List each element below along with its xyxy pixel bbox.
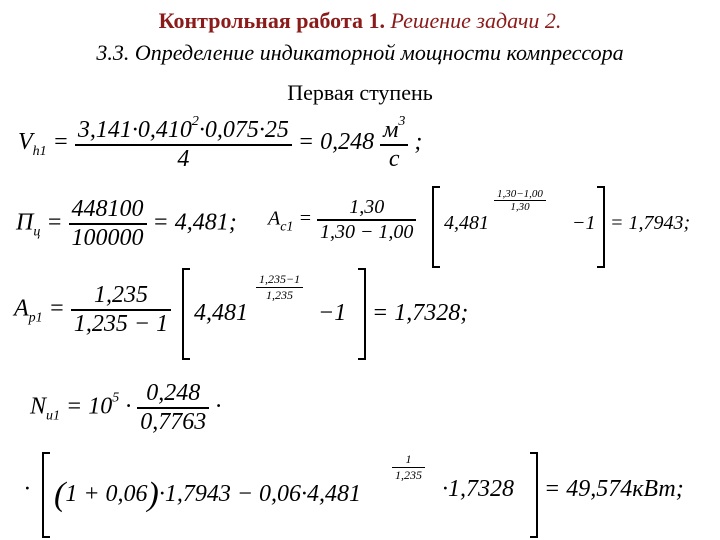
eq4-minus-one: −1 [318,300,347,326]
eq6-inner: 1 + 0,06 [65,481,148,507]
eq1-fraction [75,114,292,173]
eq6-tail: ·1,7328 [442,476,514,502]
eq3-result: = 1,7943; [610,212,691,234]
eq4-equals: = [48,295,65,322]
eq3-lhs: A [268,207,281,230]
eq4-den: 1,235 − 1 [73,311,169,337]
eq4-lhs-sub: p1 [28,310,43,326]
eq4-fraction [71,282,171,338]
eq4-base: 4,481 [194,300,248,326]
eq2-lhs: П [16,209,34,236]
eq4-exp-num: 1,235−1 [256,272,303,288]
eq6-result: = 49,574кВт; [544,476,684,502]
eq1-num-base: 3,141·0,410 [77,117,192,143]
eq5-fraction [137,380,209,436]
eq2-result: = 4,481; [152,209,237,236]
eq6-lead-dot: · [24,476,30,502]
eq4-exponent [256,272,303,303]
title-bold: Контрольная работа 1. [158,8,385,33]
eq3-exponent [494,188,546,213]
equation-ac1 [268,196,416,244]
title-italic: Решение задачи 2. [390,8,562,33]
eq4-bracket-right [358,268,366,360]
eq6-exponent [392,452,425,483]
eq4-bracket-left [182,268,190,360]
eq1-unit-den: с [388,146,400,172]
eq5-lhs: N [30,393,47,420]
eq6-close-paren: ) [147,476,159,513]
eq1-num-rest: ·0,075·25 [198,117,289,143]
equation-vh1 [18,114,422,173]
eq3-base: 4,481 [444,212,489,234]
eq4-exp-den: 1,235 [266,288,294,302]
eq1-unit [380,114,408,173]
eq3-bracket-right [597,186,605,268]
eq5-dot: · [125,393,132,420]
eq6-exp-den: 1,235 [395,468,422,482]
eq3-fraction [317,196,417,244]
eq2-equals: = [46,209,63,236]
eq3-minus-one: −1 [572,212,596,234]
eq2-lhs-sub: ц [33,224,41,240]
eq1-unit-num: м [383,117,399,143]
eq6-open-paren: ( [54,476,66,513]
eq4-num: 1,235 [71,282,171,311]
equation-ap1 [14,282,171,338]
eq3-exp-num: 1,30−1,00 [494,188,546,201]
eq5-den: 0,7763 [140,409,207,435]
eq5-num: 0,248 [137,380,209,409]
eq2-num: 448100 [69,196,147,225]
slide-title [0,8,720,34]
eq2-fraction [69,196,147,252]
eq1-num-exp: 2 [191,114,199,129]
eq1-lhs-sub: h1 [32,144,47,160]
eq6-mid: ·1,7943 − 0,06·4,481 [158,481,362,507]
eq5-exp: 5 [112,390,120,406]
eq1-lhs: V [18,129,33,156]
eq3-exp-den: 1,30 [510,201,530,213]
eq2-den: 100000 [71,225,144,251]
eq3-equals: = [298,207,312,230]
equation-pi [16,196,237,252]
eq1-den: 4 [177,146,190,172]
eq1-end: ; [414,129,423,156]
eq6-bracket-left [42,452,50,538]
eq1-unit-exp: 3 [398,114,406,129]
eq5-trail: · [215,393,222,420]
eq4-result: = 1,7328; [372,300,469,326]
eq5-equals: = 10 [66,393,113,420]
eq6-exp-num: 1 [392,452,425,468]
eq3-bracket-left [432,186,440,268]
eq4-lhs: A [14,295,29,322]
eq5-lhs-sub: u1 [46,408,61,424]
eq1-equals: = [52,129,69,156]
slide-subtitle: 3.3. Определение индикаторной мощности компрессора [96,40,624,65]
equation-ac1-bracket-body [444,212,489,235]
eq3-den: 1,30 − 1,00 [319,221,414,243]
eq3-num: 1,30 [317,196,417,221]
section-heading: Первая ступень [287,80,433,105]
equation-continuation [54,476,361,514]
equation-nu1 [30,380,221,436]
eq1-result: = 0,248 [297,129,375,156]
eq6-bracket-right [530,452,538,538]
eq3-lhs-sub: c1 [280,219,294,235]
